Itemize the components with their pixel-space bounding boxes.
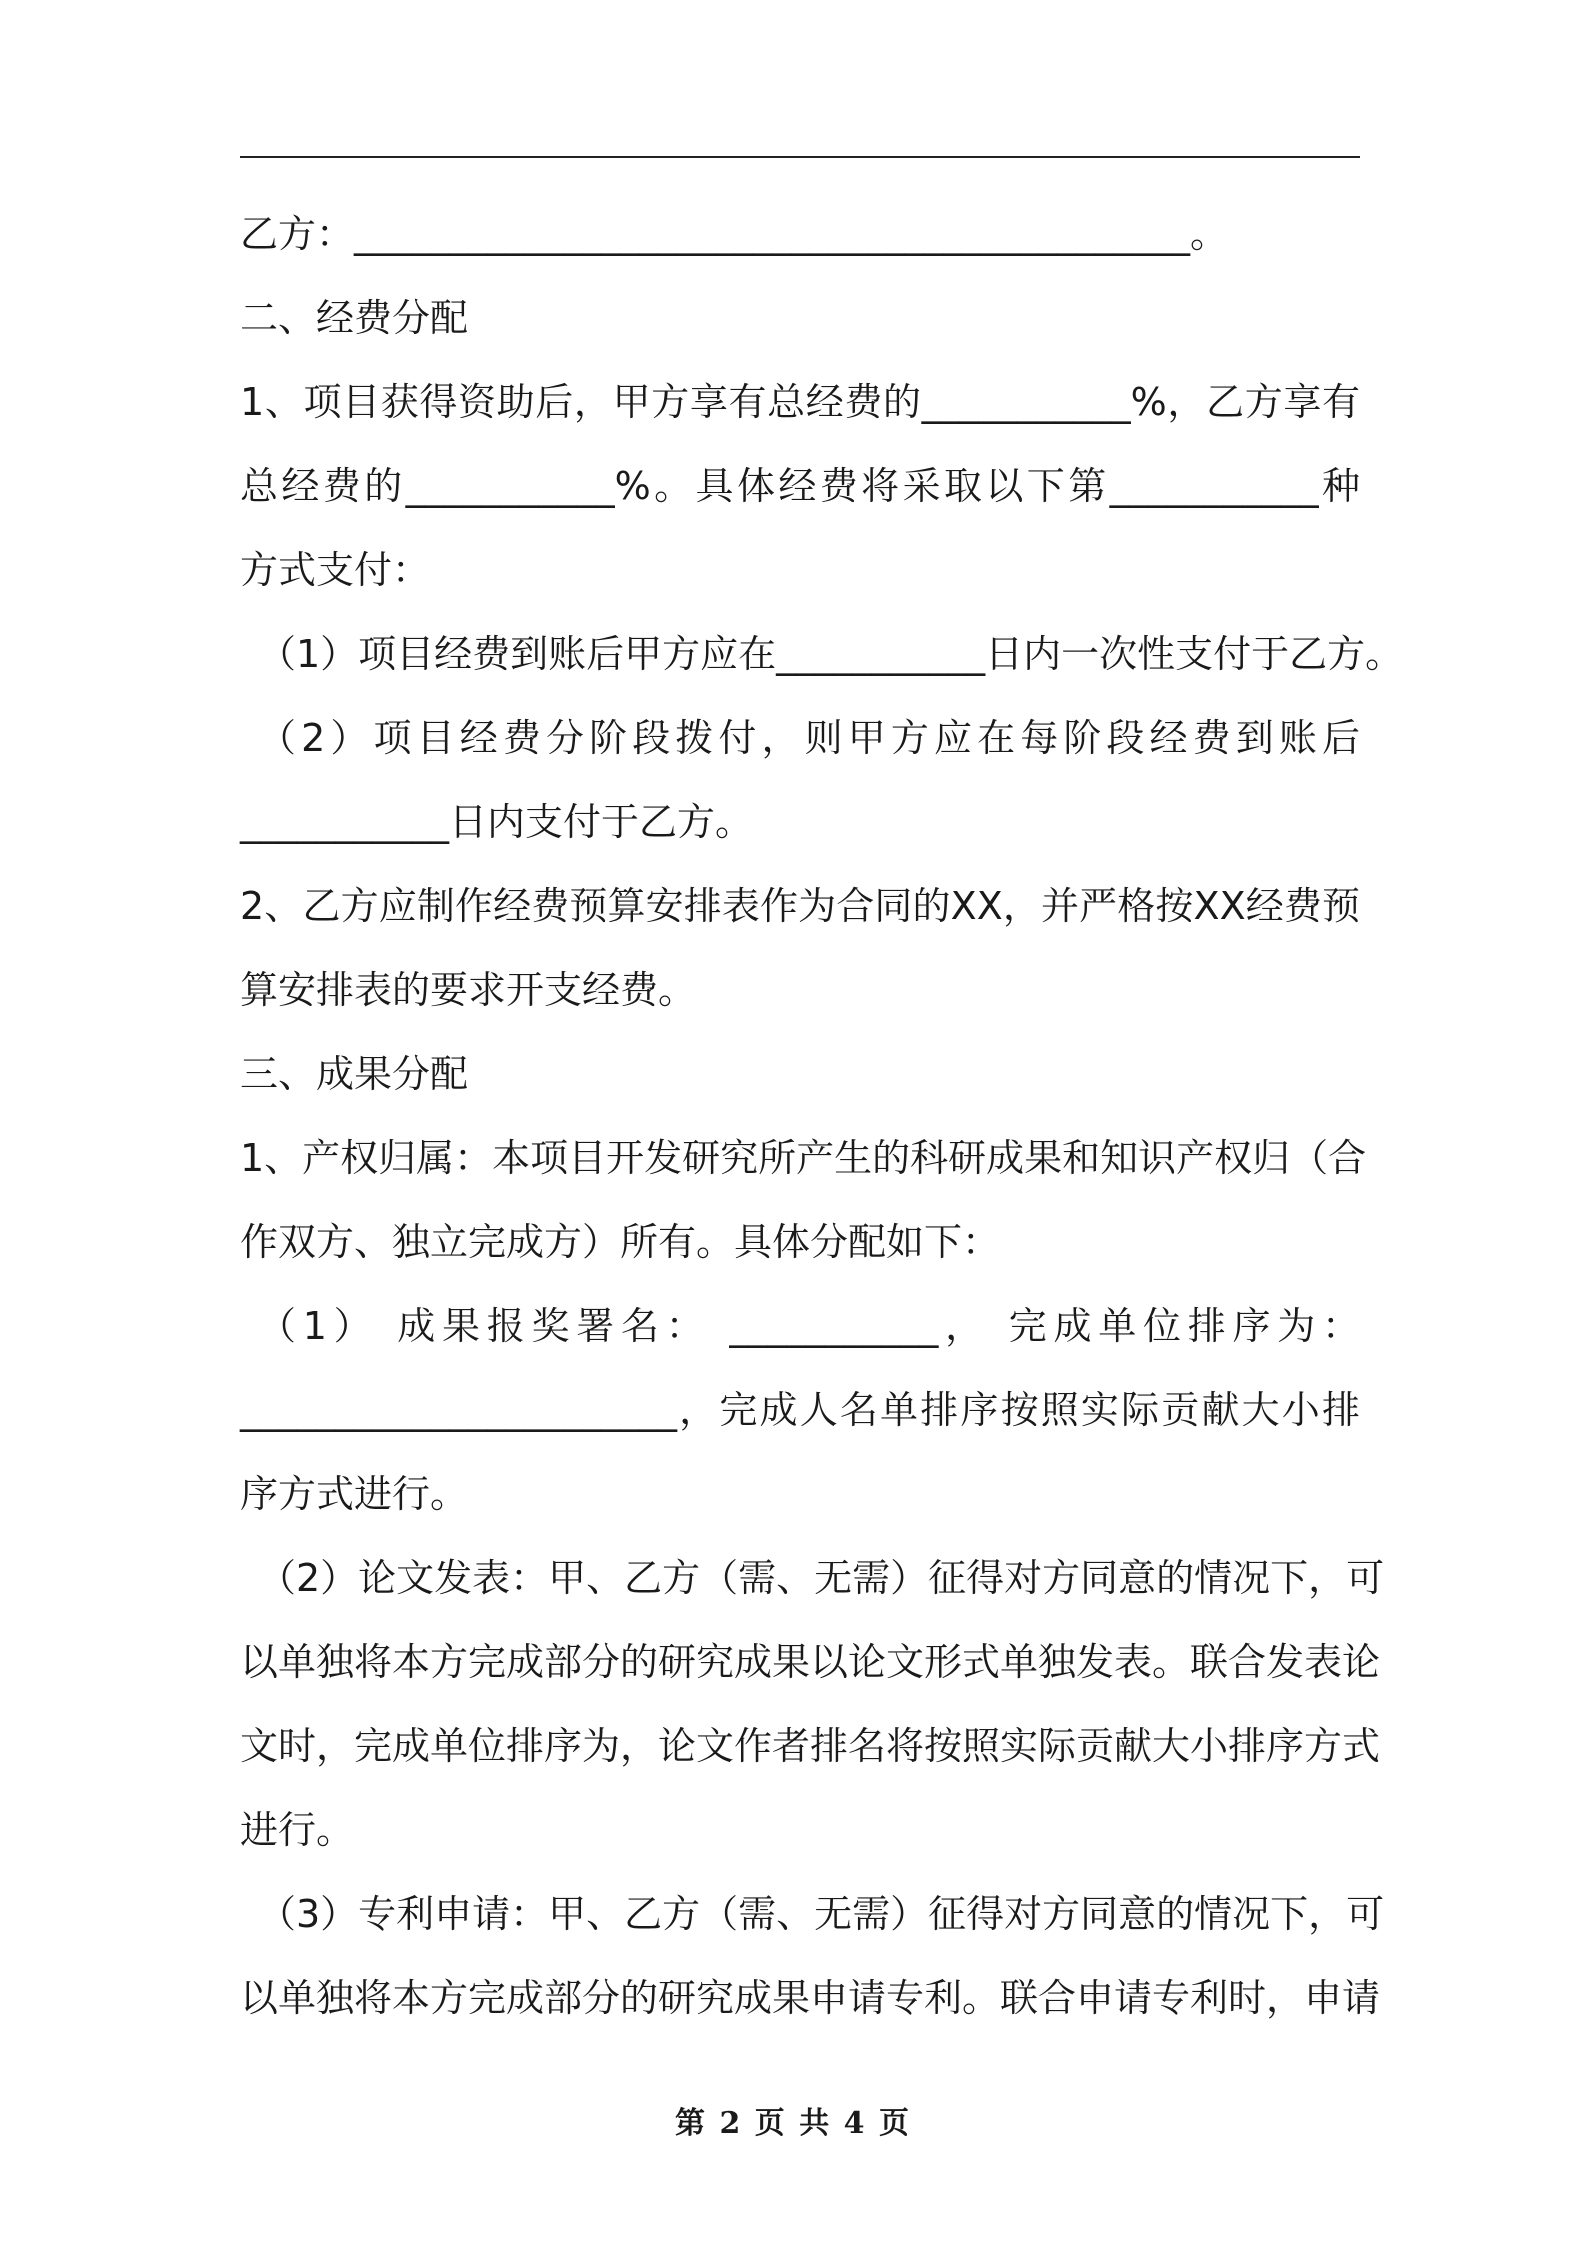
section-heading: 三、成果分配 [240, 1052, 469, 1096]
paragraph-line: 方式支付： [240, 548, 431, 592]
paragraph-line: 算安排表的要求开支经费。 [240, 968, 697, 1012]
paragraph-line: 文时，完成单位排序为，论文作者排名将按照实际贡献大小排序方式 [240, 1724, 1381, 1768]
paragraph-line: 序方式进行。 [240, 1472, 469, 1516]
paragraph-line: 1、产权归属：本项目开发研究所产生的科研成果和知识产权归（合 [240, 1136, 1367, 1180]
paragraph-line: 以单独将本方完成部分的研究成果以论文形式单独发表。联合发表论 [240, 1640, 1381, 1684]
paragraph-line: 1、项目获得资助后，甲方享有总经费的___________%，乙方享有 [240, 380, 1360, 424]
header-rule [240, 156, 1360, 158]
document-body [240, 192, 1404, 2040]
page-number: 第 2 页 共 4 页 [675, 2106, 911, 2141]
section-heading: 二、经费分配 [240, 296, 469, 340]
paragraph-line: 以单独将本方完成部分的研究成果申请专利。联合申请专利时，申请 [240, 1976, 1381, 2020]
paragraph-line: （1）项目经费到账后甲方应在___________日内一次性支付于乙方。 [258, 632, 1404, 676]
paragraph-line: 总经费的___________%。具体经费将采取以下第___________种 [240, 464, 1360, 508]
paragraph-line: _______________________，完成人名单排序按照实际贡献大小排 [240, 1388, 1360, 1432]
paragraph-line: 2、乙方应制作经费预算安排表作为合同的XX，并严格按XX经费预 [240, 884, 1360, 928]
paragraph-line: （2）论文发表：甲、乙方（需、无需）征得对方同意的情况下，可 [258, 1556, 1385, 1600]
paragraph-line: （2）项目经费分阶段拨付，则甲方应在每阶段经费到账后 [258, 716, 1360, 760]
paragraph-line: 作双方、独立完成方）所有。具体分配如下： [240, 1220, 1001, 1264]
paragraph-line: 乙方：____________________________________________。 [240, 212, 1229, 256]
paragraph-line: （3）专利申请：甲、乙方（需、无需）征得对方同意的情况下，可 [258, 1892, 1385, 1936]
paragraph-line: （1） 成果报奖署名： ___________， 完成单位排序为： [258, 1304, 1360, 1348]
paragraph-line: 进行。 [240, 1808, 355, 1852]
paragraph-line: ___________日内支付于乙方。 [240, 800, 754, 844]
